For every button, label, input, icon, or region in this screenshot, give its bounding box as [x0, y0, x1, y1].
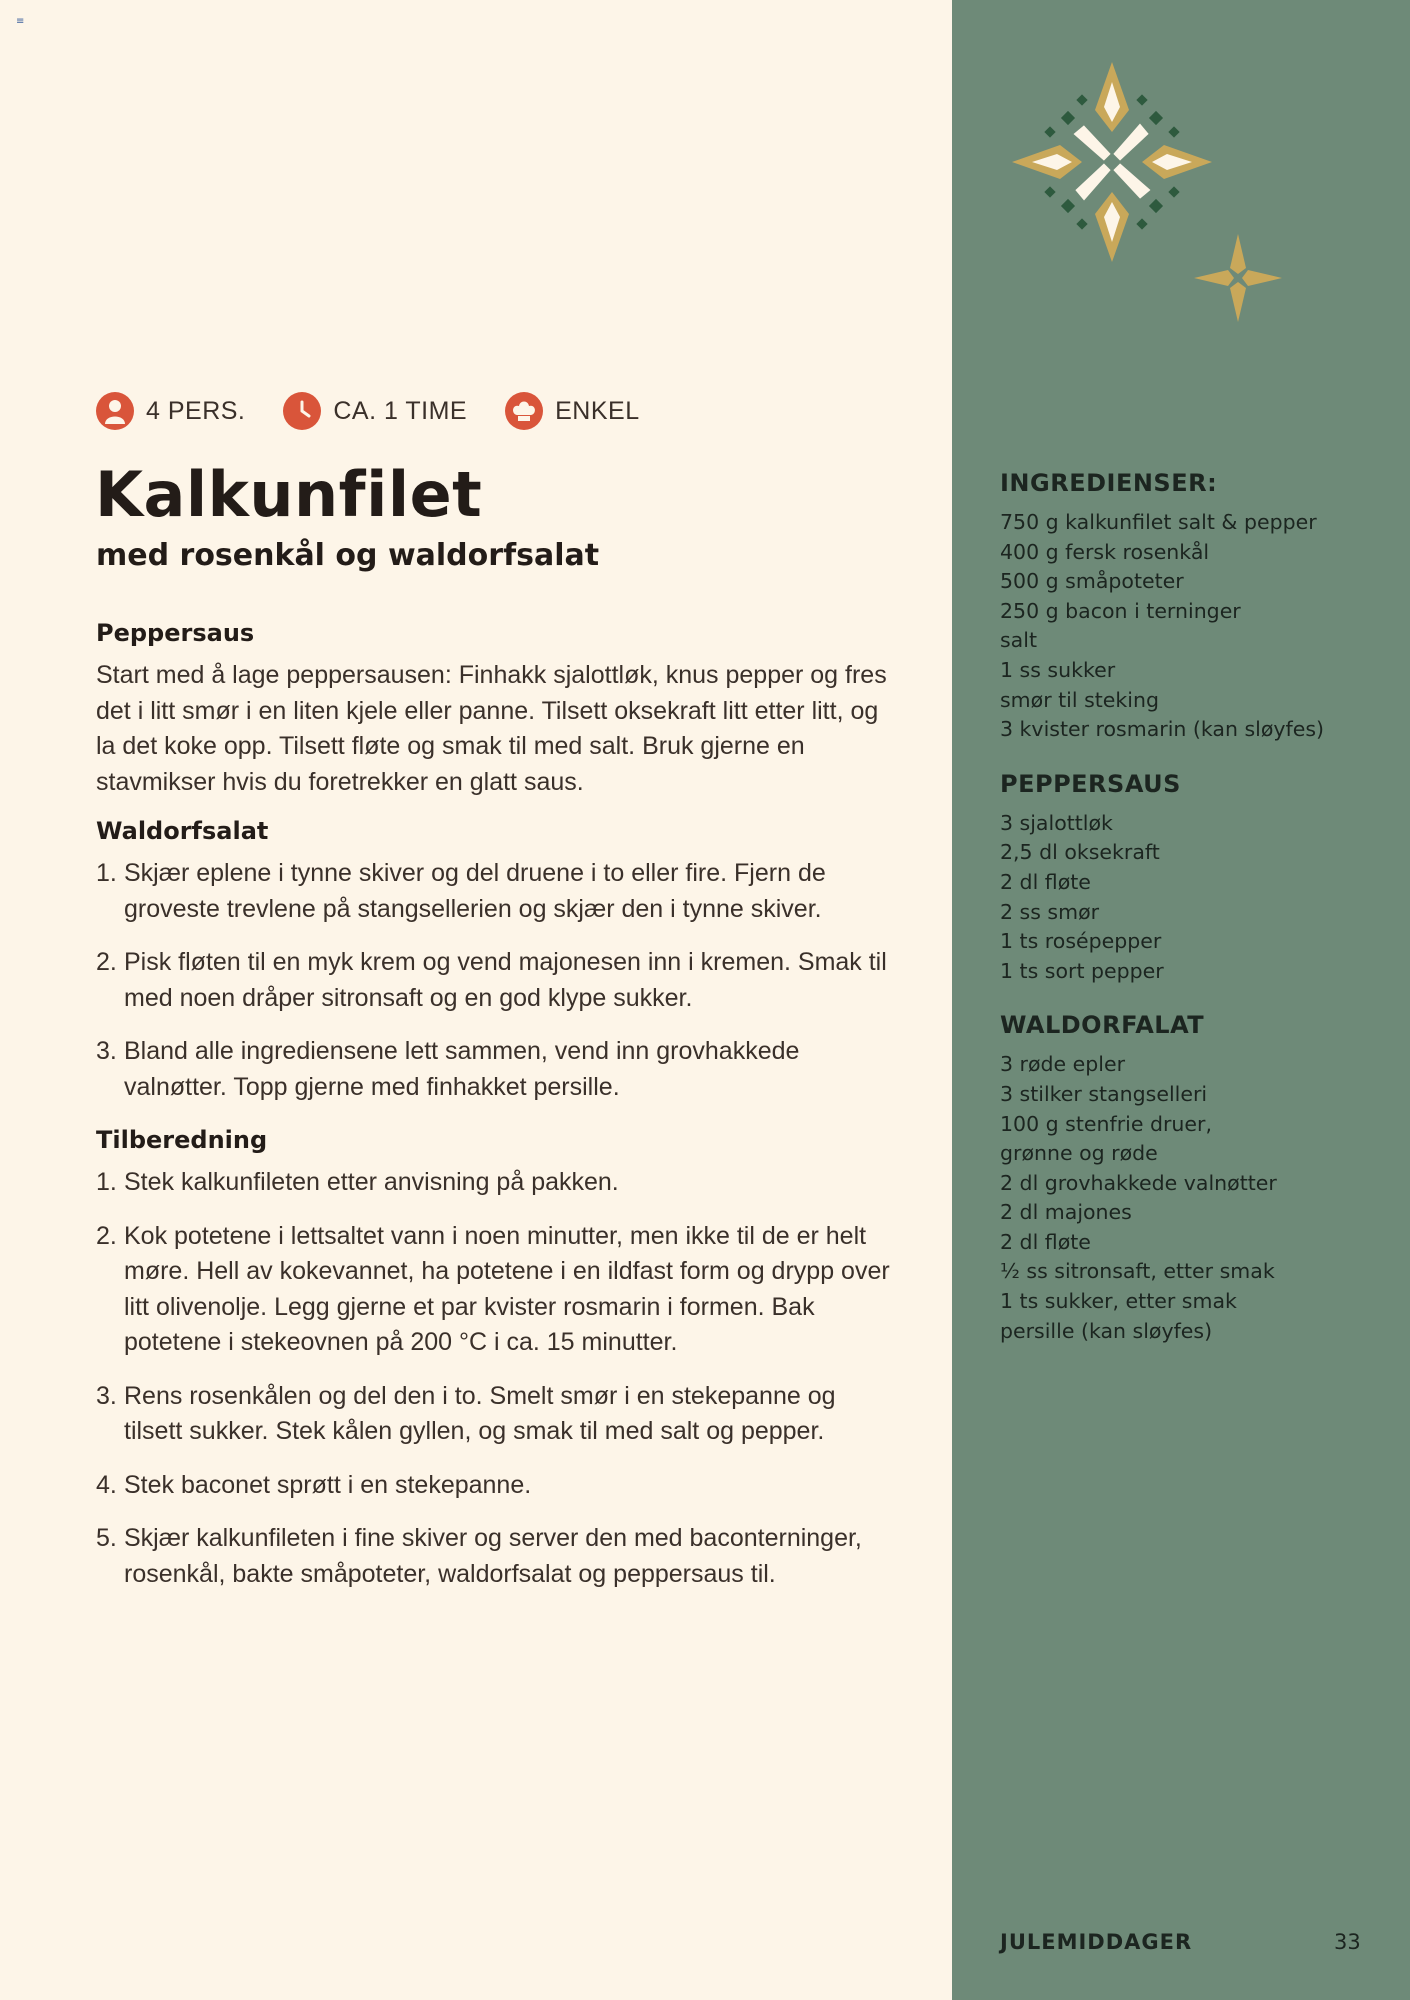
- page-number: 33: [1334, 1930, 1361, 1954]
- list-item: 500 g småpoteter: [1000, 569, 1184, 594]
- list-item: 3 røde epler: [1000, 1052, 1126, 1077]
- recipe-title: Kalkunfilet: [95, 458, 483, 531]
- time-badge: [283, 392, 467, 430]
- list-item: 2. Pisk fløten til en myk krem og vend majonesen inn i kremen. Smak til med noen dråper sitronsaft og en god klype sukker.: [96, 948, 887, 1012]
- list-item: 3. Rens rosenkålen og del den i to. Smelt smør i en stekepanne og tilsett sukker. Stek kålen gyllen, og smak til med salt og pepper.: [96, 1381, 836, 1445]
- list-item: smør til steking: [1000, 687, 1159, 712]
- list-item: 2. Kok potetene i lettsaltet vann i noen minutter, men ikke til de er helt møre. Hell av kokevannet, ha potetene i en ildfast form og drypp over litt olivenolje. Legg gjerne et par kvister rosmarin i formen. Bak potetene i stekeovnen på 200 °C i ca. 15 minutter.: [96, 1221, 890, 1356]
- list-item: 1 ts sukker, etter smak: [1000, 1289, 1237, 1314]
- footer-section-label: JULEMIDDAGER: [1000, 1930, 1193, 1954]
- recipe-meta: [96, 392, 678, 430]
- list-item: persille (kan sløyfes): [1000, 1318, 1213, 1343]
- main-ingredients: [1000, 508, 1380, 745]
- list-item: 2 dl majones: [1000, 1200, 1132, 1225]
- list-item: 750 g kalkunfilet salt & pepper: [1000, 510, 1317, 534]
- person-icon: [96, 392, 134, 430]
- list-item: salt: [1000, 628, 1037, 653]
- time-text: CA. 1 TIME: [333, 396, 468, 425]
- waldorf-ingredients: [1000, 1050, 1380, 1346]
- waldorf-ingredients-heading: WALDORFALAT: [1000, 1011, 1205, 1040]
- list-item: 1 ss sukker: [1000, 657, 1116, 682]
- recipe-body: [96, 616, 896, 1610]
- difficulty-text: ENKEL: [555, 396, 640, 425]
- small-star-icon: [1192, 232, 1284, 324]
- list-item: 400 g fersk rosenkål: [1000, 539, 1210, 564]
- peppersaus-ingredients: [1000, 809, 1380, 987]
- peppersaus-ingredients-heading: PEPPERSAUS: [1000, 769, 1181, 798]
- list-item: 1 ts rosépepper: [1000, 929, 1162, 954]
- recipe-subtitle: med rosenkål og waldorfsalat: [96, 538, 600, 573]
- list-item: 2,5 dl oksekraft: [1000, 840, 1160, 865]
- peppersaus-text: Start med å lage peppersausen: Finhakk sjalottløk, knus pepper og fres det i litt smør i en liten kjele eller panne. Tilsett oksekraft litt etter litt, og la det koke opp. Tilsett fløte og smak til med salt. Bruk gjerne en stavmikser hvis du foretrekker en glatt saus.: [96, 661, 887, 796]
- list-item: 2 dl grovhakkede valnøtter: [1000, 1170, 1277, 1195]
- list-item: 2 ss smør: [1000, 899, 1100, 924]
- list-item: 100 g stenfrie druer,: [1000, 1111, 1212, 1136]
- list-item: 1. Skjær eplene i tynne skiver og del druene i to eller fire. Fjern de groveste trevlene på stangsellerien og skjær den i tynne skiver.: [96, 859, 826, 923]
- tilberedning-steps: [96, 1165, 896, 1592]
- corner-mark: ≡: [16, 16, 25, 27]
- chef-hat-icon: [505, 392, 543, 430]
- ingredients-list: [1000, 466, 1380, 1368]
- clock-icon: [283, 392, 321, 430]
- list-item: 3. Bland alle ingrediensene lett sammen, vend inn grovhakkede valnøtter. Topp gjerne med finhakket persille.: [96, 1037, 800, 1101]
- waldorfsalat-heading: Waldorfsalat: [96, 817, 269, 845]
- peppersaus-heading: Peppersaus: [96, 619, 255, 647]
- list-item: 4. Stek baconet sprøtt i en stekepanne.: [96, 1470, 532, 1499]
- tilberedning-heading: Tilberedning: [96, 1126, 268, 1154]
- list-item: ½ ss sitronsaft, etter smak: [1000, 1259, 1275, 1284]
- star-ornament-icon: [1006, 56, 1218, 268]
- list-item: 2 dl fløte: [1000, 869, 1091, 894]
- ingredients-heading: INGREDIENSER:: [1000, 469, 1218, 497]
- list-item: 3 stilker stangselleri: [1000, 1081, 1208, 1106]
- list-item: 5. Skjær kalkunfileten i fine skiver og server den med baconterninger, rosenkål, bakte småpoteter, waldorfsalat og peppersaus til.: [96, 1524, 862, 1588]
- difficulty-badge: [505, 392, 639, 430]
- servings-badge: [96, 392, 245, 430]
- list-item: 3 sjalottløk: [1000, 810, 1113, 835]
- list-item: 1 ts sort pepper: [1000, 958, 1164, 983]
- list-item: 3 kvister rosmarin (kan sløyfes): [1000, 717, 1325, 742]
- waldorfsalat-steps: [96, 856, 896, 1105]
- list-item: grønne og røde: [1000, 1141, 1158, 1166]
- servings-text: 4 PERS.: [146, 396, 246, 425]
- list-item: 2 dl fløte: [1000, 1229, 1091, 1254]
- list-item: 1. Stek kalkunfileten etter anvisning på pakken.: [96, 1168, 619, 1196]
- list-item: 250 g bacon i terninger: [1000, 598, 1241, 623]
